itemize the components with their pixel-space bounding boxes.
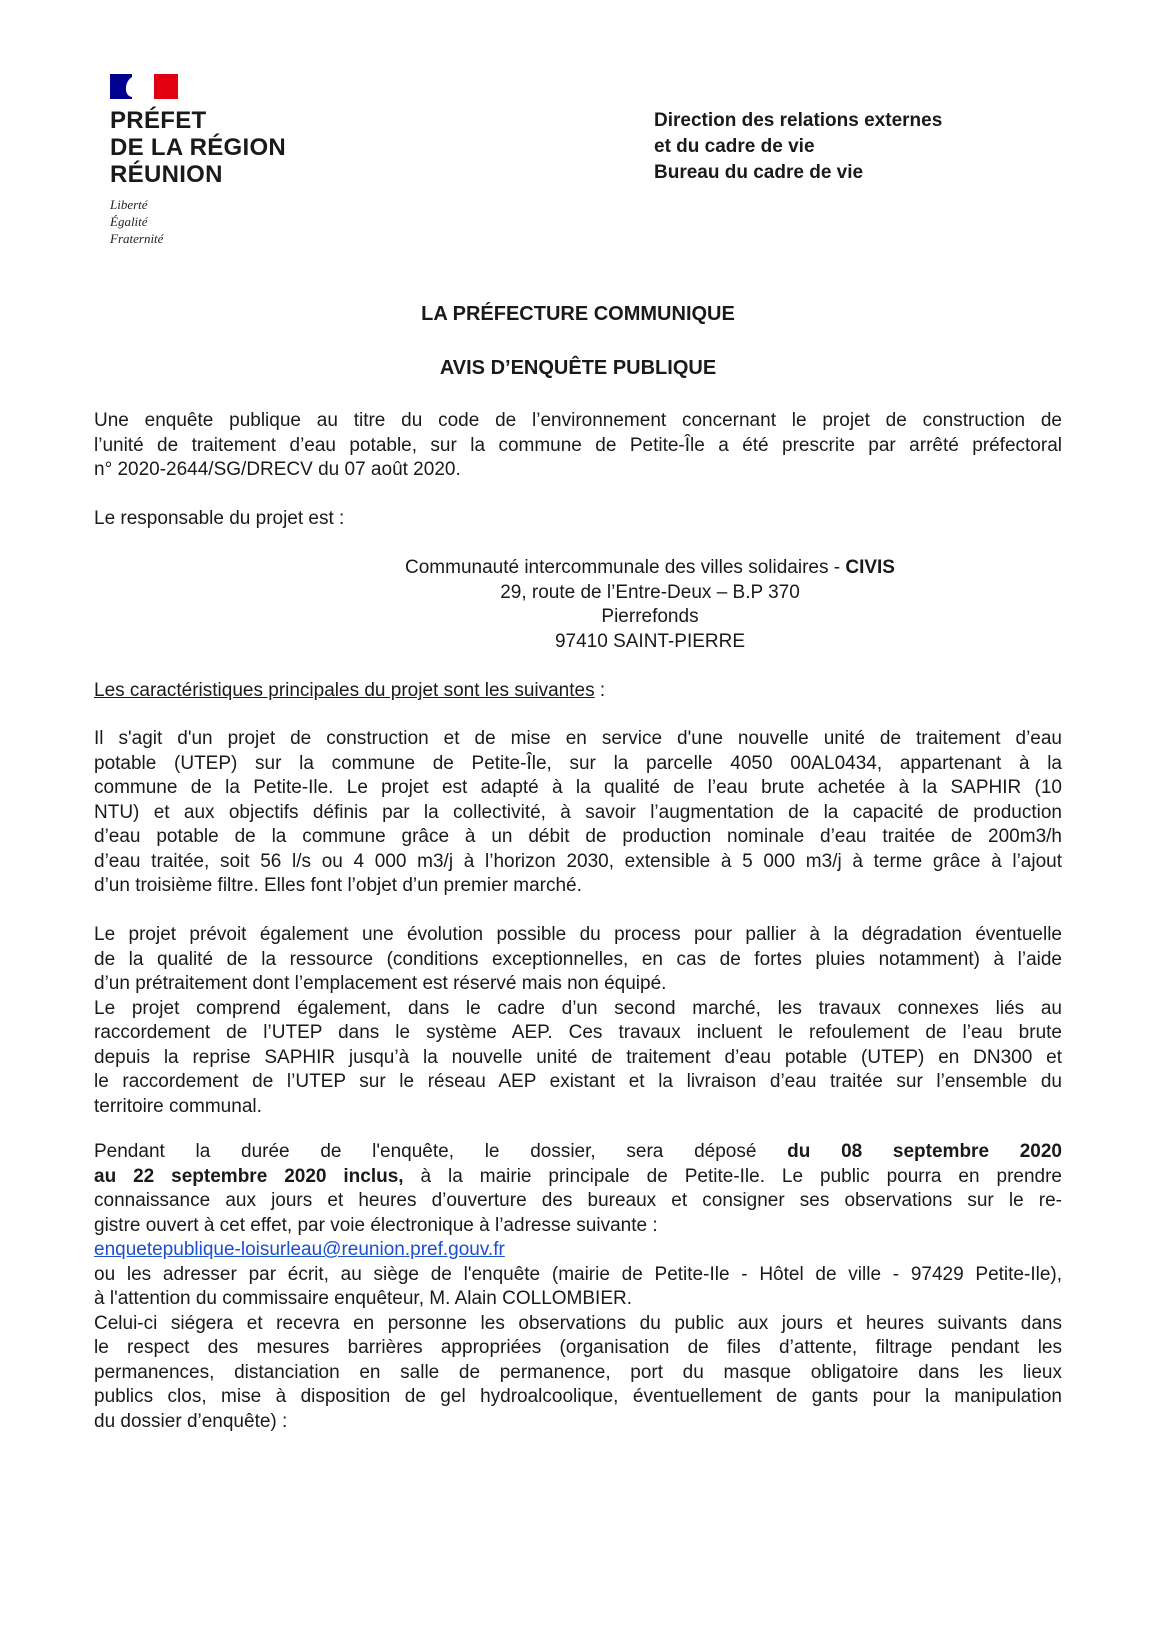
text-line: le respect des mesures barrières appropriées (organisation de files d’attente, filtrage pendant les	[94, 1337, 1062, 1358]
text-line	[94, 1140, 1062, 1165]
address-line-1	[250, 556, 1050, 581]
text-line: d’eau traitée, soit 56 l/s ou 4 000 m3/j à l’horizon 2030, extensible à 5 000 m3/j à terme grâce à l’ajout	[94, 850, 1062, 872]
email-line	[94, 1238, 1062, 1263]
text-line: permanences, distanciation en salle de permanence, port du masque obligatoire dans les lieux	[94, 1361, 1062, 1383]
text-line: territoire communal.	[94, 1095, 262, 1117]
paragraph-1	[94, 727, 1062, 899]
sub-title: AVIS D’ENQUÊTE PUBLIQUE	[439, 357, 717, 379]
text-line: Le projet comprend également, dans le cadre d’un second marché, les travaux connexes liés au	[94, 997, 1062, 1019]
logo-line: PRÉFET	[110, 107, 207, 134]
address-line-3: Pierrefonds	[601, 606, 699, 627]
caracteristiques-heading	[94, 679, 1062, 704]
main-title: LA PRÉFECTURE COMMUNIQUE	[421, 303, 735, 325]
direction-line: Bureau du cadre de vie	[654, 162, 864, 183]
address-acronym: CIVIS	[845, 557, 895, 578]
direction-line: Direction des relations externes	[654, 110, 943, 131]
direction-block	[654, 108, 942, 186]
intro-paragraph	[94, 409, 1062, 483]
text-line: commune de la Petite-Ile. Le projet est adapté à la qualité de l’eau brute achetée à la SAPHIR (10	[94, 777, 1062, 798]
caracteristiques-heading-suffix: :	[594, 680, 606, 701]
text-line: d’eau potable de la commune grâce à un débit de production nominale d’eau traitée de 200m3/h	[94, 826, 1062, 847]
text-line: de la qualité de la ressource (conditions exceptionnelles, en cas de fortes pluies notamment) à l’aide	[94, 948, 1062, 970]
direction-line: et du cadre de vie	[654, 136, 815, 157]
date-start: du 08 septembre 2020	[787, 1141, 1063, 1162]
email-link[interactable]: enquetepublique-loisurleau@reunion.pref.gouv.fr	[94, 1239, 505, 1260]
paragraph-3	[94, 1140, 1062, 1434]
text-line: depuis la reprise SAPHIR jusqu’à la nouvelle unité de traitement d’eau potable (UTEP) en DN300 et	[94, 1046, 1062, 1068]
devise-line: Liberté	[110, 197, 148, 212]
address-org: Communauté intercommunale des villes solidaires -	[405, 557, 846, 578]
text-line: raccordement de l’UTEP dans le système AEP. Ces travaux incluent le refoulement de l’eau brute	[94, 1022, 1062, 1043]
address-block	[250, 556, 1050, 654]
text-line: NTU) et aux objectifs définis par la collectivité, à savoir l’augmentation de la capacité de production	[94, 801, 1062, 823]
devise	[110, 196, 310, 247]
text-line: connaissance aux jours et heures d’ouverture des bureaux et consigner ses observations sur le re-	[94, 1190, 1062, 1211]
prefet-logo	[110, 74, 310, 247]
text-fragment: à la mairie principale de Petite-Ile. Le public pourra en prendre	[403, 1165, 1062, 1187]
paragraph-2	[94, 923, 1062, 1119]
address-line-2: 29, route de l’Entre-Deux – B.P 370	[500, 581, 800, 603]
logo-text	[110, 107, 310, 188]
text-line: à l'attention du commissaire enquêteur, M. Alain COLLOMBIER.	[94, 1288, 632, 1309]
text-line: l’unité de traitement d’eau potable, sur la commune de Petite-Île a été prescrite par arrêté préfectoral	[94, 434, 1062, 456]
text-line	[94, 1165, 1062, 1190]
text-line: le raccordement de l’UTEP sur le réseau AEP existant et la livraison d’eau traitée sur l’ensemble du	[94, 1071, 1062, 1092]
caracteristiques-heading-text: Les caractéristiques principales du projet sont les suivantes	[94, 680, 595, 701]
text-line: n° 2020-2644/SG/DRECV du 07 août 2020.	[94, 459, 461, 480]
logo-line: DE LA RÉGION	[110, 134, 287, 161]
text-line: gistre ouvert à cet effet, par voie électronique à l’adresse suivante :	[94, 1214, 658, 1236]
french-flag-icon	[110, 74, 178, 99]
date-end: au 22 septembre 2020 inclus,	[94, 1165, 404, 1187]
devise-line: Égalité	[110, 214, 148, 229]
responsable-label: Le responsable du projet est :	[94, 508, 345, 529]
text-line: potable (UTEP) sur la commune de Petite-Île, sur la parcelle 4050 00AL0434, appartenant à la	[94, 752, 1062, 774]
text-line: ou les adresser par écrit, au siège de l'enquête (mairie de Petite-Ile - Hôtel de ville - 97429 Petite-Ile),	[94, 1263, 1062, 1285]
text-line: publics clos, mise à disposition de gel hydroalcoolique, éventuellement de gants pour la manipulation	[94, 1386, 1062, 1407]
text-line: Il s'agit d'un projet de construction et de mise en service d'une nouvelle unité de traitement d’eau	[94, 728, 1062, 749]
text-line: Une enquête publique au titre du code de l’environnement concernant le projet de construction de	[94, 410, 1062, 431]
text-line: Le projet prévoit également une évolution possible du process pour pallier à la dégradation éventuelle	[94, 924, 1062, 945]
text-line: Celui-ci siégera et recevra en personne les observations du public aux jours et heures suivants dans	[94, 1312, 1062, 1334]
text-fragment: Pendant la durée de l'enquête, le dossier, sera déposé	[94, 1141, 788, 1162]
text-line: d’un prétraitement dont l’emplacement est réservé mais non équipé.	[94, 973, 667, 994]
text-line: d’un troisième filtre. Elles font l’objet d’un premier marché.	[94, 875, 582, 896]
devise-line: Fraternité	[110, 231, 164, 246]
address-line-4: 97410 SAINT-PIERRE	[554, 630, 746, 652]
logo-line: RÉUNION	[110, 161, 223, 188]
text-line: du dossier d’enquête) :	[94, 1410, 288, 1432]
